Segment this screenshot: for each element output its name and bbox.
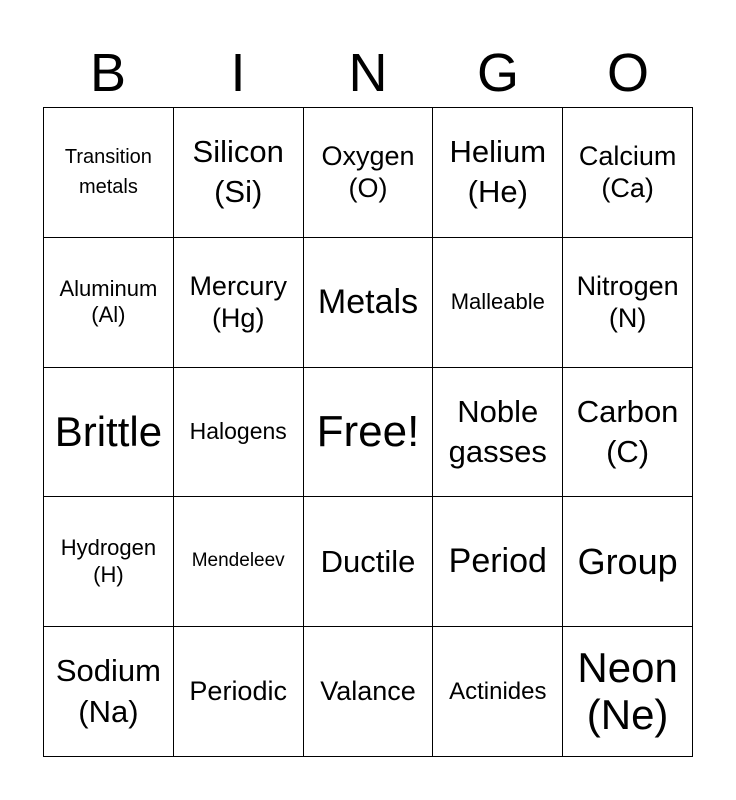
bingo-cell-r1-c4[interactable] xyxy=(563,238,693,368)
cell-label: Carbon (C) xyxy=(576,393,679,469)
bingo-cell-r0-c3[interactable] xyxy=(433,108,563,238)
bingo-cell-r0-c4[interactable] xyxy=(563,108,693,238)
cell-label: Ductile xyxy=(320,543,416,579)
cell-label: Halogens xyxy=(189,418,287,445)
cell-label: Nitrogen (N) xyxy=(576,270,679,334)
bingo-cell-free[interactable] xyxy=(304,368,434,498)
cell-label: Periodic xyxy=(189,676,287,707)
cell-label: Neon (Ne) xyxy=(577,644,678,738)
header-letter-o: O xyxy=(606,43,649,103)
cell-label: Group xyxy=(577,541,678,583)
header-letter-b: B xyxy=(89,43,127,103)
bingo-cell-r2-c0[interactable] xyxy=(44,368,174,498)
bingo-header xyxy=(43,40,693,106)
cell-label: Mercury (Hg) xyxy=(189,270,287,334)
bingo-cell-r2-c1[interactable] xyxy=(174,368,304,498)
bingo-cell-r3-c1[interactable] xyxy=(174,497,304,627)
bingo-cell-r0-c1[interactable] xyxy=(174,108,304,238)
cell-label: Transition metals xyxy=(64,146,152,199)
bingo-cell-r4-c2[interactable] xyxy=(304,627,434,757)
cell-label: Malleable xyxy=(450,289,545,314)
bingo-cell-r4-c4[interactable] xyxy=(563,627,693,757)
cell-label: Valance xyxy=(320,676,416,707)
cell-label: Metals xyxy=(317,282,419,321)
bingo-cell-r0-c0[interactable] xyxy=(44,108,174,238)
cell-label: Brittle xyxy=(54,407,163,455)
cell-label: Aluminum (Al) xyxy=(59,275,158,328)
bingo-cell-r1-c1[interactable] xyxy=(174,238,304,368)
bingo-cell-r4-c3[interactable] xyxy=(433,627,563,757)
cell-label: Oxygen (O) xyxy=(321,141,415,204)
bingo-cell-r4-c0[interactable] xyxy=(44,627,174,757)
cell-label: Mendeleev xyxy=(191,550,285,572)
cell-label: Actinides xyxy=(449,678,547,705)
cell-label: Hydrogen (H) xyxy=(60,535,157,587)
cell-label: Sodium (Na) xyxy=(55,653,161,729)
header-letter-g: G xyxy=(476,43,519,103)
cell-label: Noble gasses xyxy=(448,393,547,469)
header-letter-i: I xyxy=(230,43,246,103)
bingo-cell-r4-c1[interactable] xyxy=(174,627,304,757)
bingo-cell-r1-c2[interactable] xyxy=(304,238,434,368)
bingo-cell-r1-c0[interactable] xyxy=(44,238,174,368)
bingo-board xyxy=(43,107,693,757)
cell-label: Silicon (Si) xyxy=(192,134,284,210)
bingo-cell-r1-c3[interactable] xyxy=(433,238,563,368)
cell-label: Helium (He) xyxy=(449,134,547,210)
bingo-cell-r3-c4[interactable] xyxy=(563,497,693,627)
cell-label: Calcium (Ca) xyxy=(578,141,677,204)
cell-label: Period xyxy=(448,542,547,581)
bingo-cell-r0-c2[interactable] xyxy=(304,108,434,238)
free-space-label: Free! xyxy=(316,406,420,456)
bingo-cell-r2-c4[interactable] xyxy=(563,368,693,498)
bingo-cell-r2-c3[interactable] xyxy=(433,368,563,498)
bingo-cell-r3-c3[interactable] xyxy=(433,497,563,627)
bingo-cell-r3-c0[interactable] xyxy=(44,497,174,627)
header-letter-n: N xyxy=(348,43,388,103)
bingo-cell-r3-c2[interactable] xyxy=(304,497,434,627)
